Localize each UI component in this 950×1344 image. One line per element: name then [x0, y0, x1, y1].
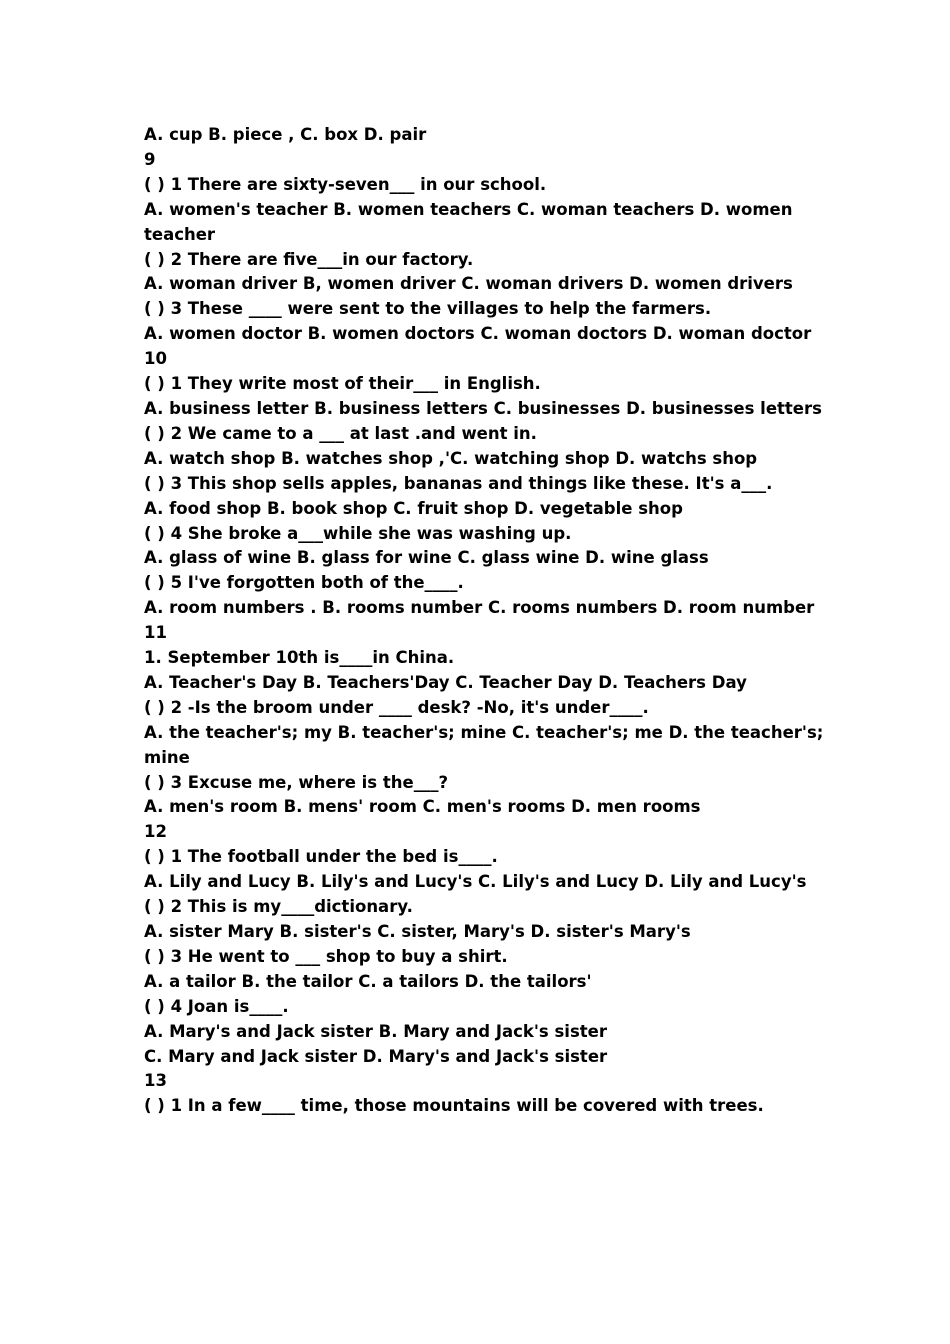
answer-options: A. watch shop B. watches shop ,'C. watching shop D. watchs shop — [144, 448, 758, 468]
answer-options: A. the teacher's; my B. teacher's; mine C. teacher's; me D. the teacher's; mine — [144, 722, 824, 767]
question: ( ) 2 There are five___in our factory. — [144, 249, 474, 269]
answer-options: A. a tailor B. the tailor C. a tailors D. the tailors' — [144, 971, 592, 991]
section-number: 10 — [144, 349, 167, 369]
answer-options: C. Mary and Jack sister D. Mary's and Jack's sister — [144, 1046, 608, 1066]
question: ( ) 1 They write most of their___ in English. — [144, 374, 541, 394]
section-number: 12 — [144, 822, 167, 842]
answer-options: A. glass of wine B. glass for wine C. glass wine D. wine glass — [144, 548, 709, 568]
question: ( ) 2 This is my____dictionary. — [144, 897, 413, 917]
section-number: 9 — [144, 149, 156, 169]
question: ( ) 1 There are sixty-seven___ in our school. — [144, 174, 547, 194]
answer-options: A. men's room B. mens' room C. men's rooms D. men rooms — [144, 797, 701, 817]
answer-options: A. Mary's and Jack sister B. Mary and Jack's sister — [144, 1021, 607, 1041]
question: 1. September 10th is____in China. — [144, 648, 455, 668]
question: ( ) 3 This shop sells apples, bananas and things like these. It's a___. — [144, 473, 773, 493]
question: ( ) 4 She broke a___while she was washing up. — [144, 523, 572, 543]
question: ( ) 2 -Is the broom under ____ desk? -No, it's under____. — [144, 697, 649, 717]
answer-options: A. sister Mary B. sister's C. sister, Mary's D. sister's Mary's — [144, 922, 691, 941]
answer-options: A. women doctor B. women doctors C. woman doctors D. woman doctor — [144, 324, 812, 344]
section-number: 11 — [144, 623, 167, 643]
answer-options: A. food shop B. book shop C. fruit shop D. vegetable shop — [144, 498, 683, 518]
answer-options: A. Teacher's Day B. Teachers'Day C. Teacher Day D. Teachers Day — [144, 672, 747, 692]
question: ( ) 3 He went to ___ shop to buy a shirt. — [144, 946, 508, 966]
document-body — [144, 123, 824, 1119]
question: ( ) 3 Excuse me, where is the___? — [144, 772, 449, 792]
text-line: A. cup B. piece , C. box D. pair — [144, 125, 427, 144]
answer-options: A. room numbers . B. rooms number C. rooms numbers D. room number — [144, 598, 815, 618]
answer-options: A. woman driver B, women driver C. woman drivers D. women drivers — [144, 274, 793, 294]
question: ( ) 2 We came to a ___ at last .and went in. — [144, 423, 537, 443]
question: ( ) 5 I've forgotten both of the____. — [144, 573, 464, 593]
question: ( ) 1 In a few____ time, those mountains will be covered with trees. — [144, 1096, 764, 1116]
question: ( ) 1 The football under the bed is____. — [144, 847, 498, 867]
question: ( ) 4 Joan is____. — [144, 996, 289, 1016]
question: ( ) 3 These ____ were sent to the villages to help the farmers. — [144, 299, 712, 319]
answer-options: A. women's teacher B. women teachers C. woman teachers D. women teacher — [144, 199, 793, 244]
section-number: 13 — [144, 1071, 167, 1091]
answer-options: A. business letter B. business letters C. businesses D. businesses letters — [144, 398, 822, 418]
answer-options: A. Lily and Lucy B. Lily's and Lucy's C. Lily's and Lucy D. Lily and Lucy's — [144, 872, 807, 892]
